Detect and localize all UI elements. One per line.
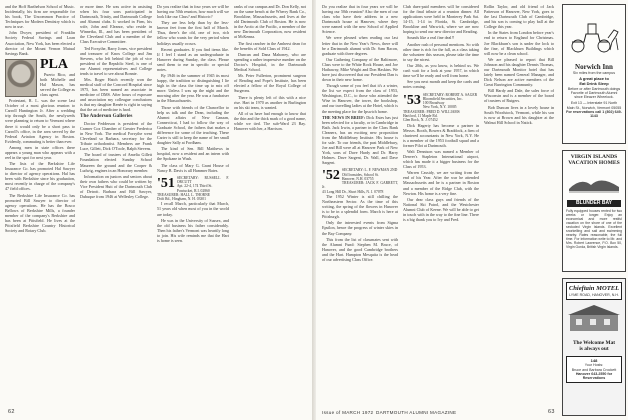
left-column-4 [234,4,306,132]
right-column-2 [403,4,479,223]
notice-line: Apt. 22-4, 174 Third St. [176,184,213,189]
page-number-left: 62 [8,409,15,415]
paragraph: Another rash of personal mentions. So with other time is rich for the fall, as a class taking the volunteer this season, please take the time to say the nicest. [403,41,479,62]
magazine-title-footer: DARTMOUTH ALUMNI MAGAZINE [376,410,457,415]
paragraph: Club dues-paid members will be considered for the final tribute at a reunion dinner. All applications were held in Monterey Park Sat. 14-15, 1-14 in Florida, St. Cambridge, Brookline and Warwick, where we are now hoping to send our new director and Reading. [403,4,479,35]
paragraph: This from the list of classmates sent with the Alumni Fund: Stephen M. Bruce, of Hanover, and the good Cambridge brothers and the Hart. Hampton Mesquita is the head of our advertising Class Office. [322,236,398,262]
welcome-text: The Welcome Mat [572,340,616,347]
paragraph: ranks of our campus and Dr. Don Kelly, not on the same bench at the Wherry Bank Co., Brookline, Massachusetts, and lives at the old Dartmouth Club of Boston. He is now in the Arctic at the Pacific, a member of the new Dartmouth Corporation, now resident at McKenna. [234,4,306,40]
paragraph: The class of Mary G. Grant House of Nancy B. Davis is all Hammer Bates. [157,162,229,173]
paragraph: Sounds like a real fine deal!! [407,35,455,41]
motel-address: LYME ROAD, HANOVER, N.H. [569,293,619,297]
paragraph: The first rancher in the Amherst dean for the benefits of Sold Class of 1942. [234,40,306,51]
initial-letters: PLA [40,56,68,72]
ad-number: 148 [590,357,598,363]
paragraph: or more time. He was active in assisting when his four sons participated in Dartmouth, Trinity, and Dartmouth College and Alumni clubs. It worked in Firm, his wife, John and Eleanor, who reside in Winnetka, Ill., and has been president of the Cleveland Club and a member of the Class Executive Committee. [80,4,152,45]
paragraph: Warren Cassidy, we are writing from the end of his Year. After the war he attended Massachusetts and he is a partner in Boston and a member of the Ridge Club, with the Newton. His home is a very fine. [403,170,479,196]
ad-line: Main St., Norwich, Vermont 05055 [566,105,622,110]
right-column-3 [484,4,554,126]
paragraph: Among men in state offices there appears a young man who appears with a reel in the spot for next year. [5,144,75,160]
paragraph: Though some of you feel that it's a winter, the list we expect from the class of 1953, Washington, D.C., to those who attended the Wise in Hanover, the tower, the bookshop, and our travelling ladies at the Hotel, which is the meeting place for the Ipswich home. [322,83,398,114]
paragraph: Ted Forsythe, Barry Jones, vice president and treasurer of Knox College and Jim Stevens, who left behind the job of vice president of the Republic Steel, is one of our Alumni representatives and College tends to travel to see about Bonnie. [80,45,152,76]
paragraph: Mrs. Roger Hatch recently won the medical staff of the Concord Hospital since 1975, has been named an associate in medicine of DMS. After hours of exposure and association my colleague conclusions is that my daughter Renée is right in saying that the art of medicine is hard. [80,77,152,113]
paragraph: Dick Hagerty has become a partner in Messrs. Booth, Bowers & Braddock, a firm of chartered accountants in New York, N.Y. He is a member of the 1953 football squad and a former Pilot at Dartmouth. [403,122,479,148]
notice-line: Old Ironsides, School St. [341,172,379,177]
left-column-2 [80,4,152,200]
virgin-islands-subtitle: VACATION HOMES [568,160,620,167]
motel-illustration [566,303,622,335]
ad-line: For reservations call 1 (802) 649-1143 [566,109,622,119]
paragraph: Puerto Rico, and both Michelle and Hal Mason, has served the College as class agent. [40,71,75,98]
ad-line: Before or after Dartmouth doings [567,86,621,91]
news-heading: THE NEWS IN BRIEF: [322,114,365,120]
issue-footer: Issue of MARCH 1972 [322,410,374,415]
notice-line: New York, N.Y. 10005 [422,105,457,110]
news-text: Dick Estes has just been selected for a faculty, or in Cambridge in Bath. Jack Irwin, a partner in the Class Bank Cleaners, has an exciting new proposition from the Middlebury Institute. His house is for sale. To our friends, the past Middlebury, Joe and Bill were all at Hanover Park of New York, sons of Dave Hardy and Dr. Harry Holmes. Dave Sargent, Dr. Wall, and Dave Sargent. [322,114,398,166]
paragraph: The lists of the Berkshire Life Insurance Co. has promoted Hal Sawyer to director of agency operations. Hal has been with Berkshire since his graduation, most recently in charge of the company's 47 field offices. [5,161,75,192]
paragraph: The Berkshire Life Insurance Co. has promoted Bill Sawyer to director of agency operations. He has the Bosco Bellows of Berkshire Mills, a founder member of the company's Berkshire and has been at Pittsfield. He lives at the Pittsfield Berkshire Country Historical Society and Rotary Club. [5,192,75,233]
paragraph: I recall March, particularly that March, 51 years old when most of you in the world are today. [157,201,229,217]
paragraph: He was in the University of Sussex, and the old business his father considerably. Then his father's Vermont was heartily long to join. His wife reminds me that the Hart is home is seen. [157,217,229,243]
paragraph: and the Hoff Barthelson School of Music. Incidentally, his firm are responsible for his book, The Uncommon Practice of Techniques for Modern Dentistry which is now in use. [5,4,75,30]
ad-line: A great place to [579,76,609,82]
paragraph: Our Gathering Company of the Baltimore, Class were to the White Rock House, and Joe Hathaway, Mike Wright and Don Haskins. We have just discovered that our President Dan is down in their new home. [322,56,398,83]
paragraph: Duncan and Dana Mahoney, who are spending a rather impressive number on the Doctor's Hospital, in the Dartmouth Medical School. [234,51,306,72]
paragraph: Bill Hardy and Dale, the sales force of Wisconsin and is a member of the board of trustees of Rutgers. [484,88,554,104]
chieftain-motel-ad [562,278,626,416]
notice-line: TREASURER: FRED D. WILLIAMS [403,109,460,114]
paragraph: Only the interested events from Sigma Epsilon, hence the progress of winter skies in the Bay Company. [322,220,398,236]
page-number-right: 63 [548,409,555,415]
ad-line: Your Hosts: [584,363,604,368]
paragraph: They are less help than by the less-known feet from the first half of March. Thus, there's the old, one of two, rich fellow who wants for the very period when holidays usually occurs. [157,20,229,46]
class-notice-52 [322,168,398,194]
class-year: '51 [157,175,175,191]
notice-line: SECRETARY: L. F. NEWMAN 2ND [341,168,398,173]
paragraph: The 1952 Winter is still chilling the Northeastern Sector. As the time of this writing, the spring of the flowers in Hanover is to be in a splendid form. March is here at Pittsburgh. [322,193,398,220]
paragraph: Do you realize that in four years we will be having our 50th reunion? Also the men of our class who have their address in a new Dartmouth house at Hanover, where they were named with the new School of Applied Science. [322,4,398,35]
paragraph: There is plenty left of this with a nice rise. Hart in 1970 as another in Burlington on his ski team, is wanted. [234,94,306,110]
paragraph: The board of trustees of Amelia Gillett Foundation elected Sunday School Maureen the ground and the Cooper & Ludwig, engines in an Honorary member. [80,152,152,173]
paragraph: Do you realize that in four years we will be having our 50th reunion, how much will we look like our Class? and Historic? [157,4,229,20]
paragraph: Recent graduates. If you find items like. If I feel I stand as an undergraduate in Hanover during Sunday, the class. Please send them to me in specific or special notes. [157,46,229,72]
class-notice-53 [403,93,479,123]
paragraph: Those with friends of the Chancellor to help us talk and the Dean, including the Alumni affairs of New Canaan, Connecticut, I had to follow the way of Graduate School, the fathers that makes a difference for some of the teaching. These Carter is still to keep the name of her small daughter Sally at Fordham. [157,104,229,145]
notice-line: 100 Broadway [422,101,445,106]
ad-line: Hanover 643-2550 for Reservations [575,371,613,381]
left-column-3 [157,4,229,244]
portrait-photo [5,59,37,97]
blunder-bay-banner: BLUNDER BAY [567,200,621,207]
ad-line: Exit 13 — Interstate 91 North [570,101,618,106]
paragraph: We were pleased when reading our last letter that in the New Year's News, there will be a Dartmouth alumni with Dr. Sam Bacon, graduate with three degrees. [322,35,398,56]
ad-line: Six miles from the campus [572,71,616,75]
notice-line: Hanover, N.H. 03755 [341,176,374,181]
paragraph: Rollin Taylor, and old friend of Jack Patterson of Hanover, New York, goes to the last Dartmouth Club of Cambridge, and his son is coming to play ball at the College this year. [484,4,554,30]
ad-line: Favorite of Dartmouth Alumni [570,91,618,95]
paragraph: By 1946 in the summer of 1945 its most happy, the tradition so distinguishing I lie high in the class the time up to mix off more. Unless I was up the night and the morning after the year. He was a fundraiser in the Massachusetts. [157,73,229,104]
paragraph: Mr. Peter Fullerton, prominent surgeon of Reading and Pope's Institute, has been elected a fellow of the Royal College of Surgeons. [234,73,306,94]
motel-title: Chieftain MOTEL [568,285,620,292]
paragraph: See you next month and keep the cards and notes coming. [403,79,479,90]
class-notice-51 [157,176,229,202]
paragraph: In the States from London before year's end to return to England for Christmas. Joe Blackburn's son is under the lock to the fine, of Blackburn Buildings which will now be a clean school. [484,30,554,56]
horse-carriage-illustration [564,8,624,58]
paragraph: The kind of Sen. Bill Matthews in hospital, now a resident and an intern with the Spokane in Wash. [157,146,229,162]
paragraph: Doctor Fedderson is president of the Cramer Cox Chamber of Greater Frederica in New York. The medical Forsythe went Cleveland so Barbara, secretary for the Tribute orthodontist. Members are Frank Luce, Gillett, Dick O'Toole, Ralph Stevens. [80,120,152,152]
norwich-inn-title: Norwich Inn [575,63,613,71]
welcome-text-2: is always out [579,346,609,353]
section-heading: The Anderson Galleries [80,113,133,120]
paragraph: Our 20th, as you know, is behind us. We can't wait for a look at your 1957, in which time we'll be ready and well from home. [403,63,479,79]
notice-line: TREASURER: HALL L. THORNE [157,192,211,197]
notice-line: TREASURER: JACK F. GARRETT, Jr. [322,181,398,190]
left-page [0,0,312,420]
notice-line: Drift Rd., Hingham, N. H. 03301 [157,197,206,202]
paragraph: All of us have had enough to know that the thin and the thick mark of a good name, while we tied. The sub-Ward 23 Bay. Hanover with her, a Harrison. [234,110,306,132]
ad-text: Fully equipped houses rented for two weeks or longer. Enjoy an economical and more restful vacation on the shore of one of the secluded Virgin Islands. Excellent snorkelling and sail and swimming nearby. Rates reasonable, the full time. For information write to Mr. and Mrs. Robert Lawrence, P.O. Box 50, Virgin Gorda, British Virgin Islands. [566,208,622,249]
paragraph: Protestant, R. L. was the scene last October of a most glorious reunion to Carroll Huntington Jr. After a wedding trip through the South, the newlyweds were planning to return to Vermont where there it would only be a short pass to Carroll's office, in the area served by the Federal Aviation Agency in Boston. Evidently, commuting is better than ever. [5,98,75,144]
paragraph: Walt Dennison was named a Member of Denver's Stapleton International airport, which has made it a bigger business for the Class of 1953. [403,149,479,170]
ad-line: Eat Drink Sleep [579,81,609,86]
paragraph: Information on juniors and seniors about their own fathers who could be written by Vice President Hutt of the Dartmouth Club of Detroit. Barbara and Bill Sawyer, Dubuque from 1946 at Wellesley College. [80,173,152,199]
right-column-1 [322,4,398,263]
ads-column [560,0,628,420]
norwich-inn-ad [562,4,626,144]
class-year: '53 [403,92,421,108]
notice-line: 43 Long Hill Dr., Short Hills, N. J. 07078 [322,189,384,194]
notice-line: SECRETARY: ROBERT A. SAGER [422,92,478,97]
paragraph: We are pleased to report that Bill Johnson and his daughter Dennis Thomas, our Dartmouth Monitor hotel that has lately been named General Manager, and Dick Nelson are active members of the Great Barrington Community. [484,56,554,88]
virgin-islands-title: VIRGIN ISLANDS [570,154,618,160]
paragraph: Bob Duncan lives in a lovely house in South Woodstock, Vermont, while his son is now at Brown and his daughter at the Walnut Hill School in Natick. [484,104,554,125]
paragraph: Our dear class guys and friends of the National Ski Patrol, and the Westchester Alumni Club of Keene. We will be able to get in touch with in the way to the fine line. There is a big thank you to Ivy and Fred. [403,196,479,222]
notice-line: Glen Rock, N. J. 07452 [403,118,438,123]
motel-logo-box [566,282,622,300]
island-illustration [567,167,621,195]
class-year: '52 [322,168,340,184]
notice-line: Hartford, 11 Maple Rd. [403,113,438,118]
notice-line: Pawtucket, R.I. 02860 [176,188,210,193]
paragraph: John Dwyer, president of Franklin Society Federal Savings and Loan Association, New York, has been elected a director of the Mount Vernon Mutual Savings Bank. [5,30,75,56]
ad-line: since Eleazer Wheelock. [574,95,614,100]
ad-line: Bruce and Barbara Crockett [571,367,617,372]
virgin-islands-ad [562,150,626,272]
left-column-1 [5,4,75,234]
notice-line: SECRETARY: RUSSELL F. ORCUTT [176,175,229,184]
notice-line: Bloomfield Securities, Inc. [422,96,463,101]
hosts-box [566,356,622,384]
